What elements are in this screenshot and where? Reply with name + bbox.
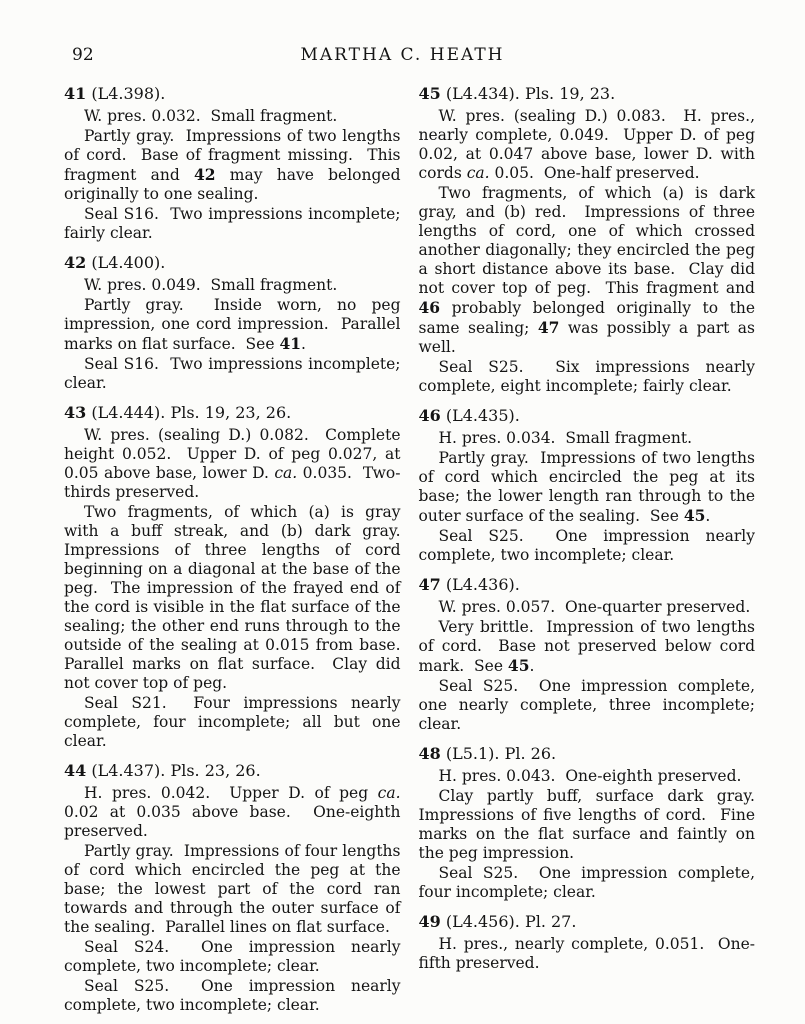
entry-heading <box>419 575 756 594</box>
text-run: . <box>705 507 711 525</box>
entry-number: 43 <box>64 403 87 422</box>
text-run: H. pres. 0.043. One-eighth preserved. <box>438 767 742 785</box>
entry-paragraph <box>418 677 760 734</box>
text-run: Seal S21. Four impressions nearly complete, four incomplete; all but one clear. <box>64 694 406 750</box>
entry-cross-ref: 46 <box>418 298 441 317</box>
entry-paragraph <box>418 527 760 565</box>
entry-heading <box>419 406 756 425</box>
entry-heading-rest: (L4.436). <box>440 575 520 594</box>
catalog-entry-41 <box>64 84 406 243</box>
entry-heading-rest: (L4.400). <box>86 253 166 272</box>
entry-paragraph <box>64 296 406 354</box>
entry-heading <box>64 403 401 422</box>
text-run: Two fragments, of which (a) is gray with a buff streak, and (b) dark gray. Impressions of three lengths of cord beginning on a diagonal at the base of the peg. The impression of the frayed end of the cord is visible in the flat surface of the sealing; the other end runs through to the outside of the sealing at 0.015 from base. Parallel marks on flat surface. Clay did not cover top of peg. <box>64 503 411 692</box>
catalog-entry-46 <box>418 406 760 565</box>
catalog-entry-44 <box>64 761 406 1015</box>
entry-paragraph <box>64 842 406 937</box>
page-header <box>0 0 805 67</box>
entry-paragraph <box>418 864 760 902</box>
entry-heading-rest: (L4.456). Pl. 27. <box>440 912 577 931</box>
text-run: 0.02 at 0.035 above base. One-eighth preserved. <box>64 784 406 840</box>
text-run: may have belonged originally to one sealing. <box>64 166 406 203</box>
text-run: W. pres. 0.057. One-quarter preserved. <box>438 598 751 616</box>
entry-number: 46 <box>418 406 441 425</box>
catalog-entry-47 <box>418 575 760 734</box>
left-column <box>64 84 411 1016</box>
entry-number: 45 <box>418 84 441 103</box>
two-column-text <box>0 84 805 1016</box>
entry-paragraph <box>418 358 760 396</box>
entry-number: 48 <box>418 744 441 763</box>
text-run: probably belonged originally to the same sealing; <box>418 299 760 337</box>
entry-heading <box>64 761 401 780</box>
text-run: Seal S25. One impression complete, one nearly complete, three incomplete; clear. <box>418 677 760 733</box>
entry-heading-rest: (L4.434). Pls. 19, 23. <box>440 84 616 103</box>
text-run: Seal S25. Six impressions nearly complete, eight incomplete; fairly clear. <box>418 358 760 395</box>
entry-paragraph <box>64 503 411 693</box>
entry-number: 47 <box>418 575 441 594</box>
entry-paragraph <box>419 598 756 617</box>
text-run: W. pres. (sealing D.) 0.082. Complete height 0.052. Upper D. of peg 0.027, at 0.05 above base, lower D. <box>64 426 406 482</box>
text-run: Very brittle. Impression of two lengths of cord. Base not preserved below cord mark. See <box>418 618 760 675</box>
text-run: Seal S24. One impression nearly complete, two incomplete; clear. <box>64 938 406 975</box>
entry-cross-ref: 47 <box>537 318 560 337</box>
entry-paragraph <box>64 784 406 841</box>
text-run: Two fragments, of which (a) is dark gray, and (b) red. Impressions of three lengths of cord, one of which crossed another diagonally; they encircled the peg a short distance above its base. Clay did not cover top of peg. This fragment and <box>418 184 760 297</box>
page-number: 92 <box>72 45 94 65</box>
entry-paragraph <box>419 935 756 973</box>
entry-paragraph <box>419 767 756 786</box>
entry-paragraph <box>64 355 406 393</box>
entry-heading <box>64 84 401 103</box>
entry-paragraph <box>418 618 760 676</box>
text-run: W. pres. 0.049. Small fragment. <box>84 276 338 294</box>
entry-paragraph <box>64 694 406 751</box>
running-title: MARTHA C. HEATH <box>300 45 505 65</box>
entry-paragraph <box>418 787 765 863</box>
entry-paragraph <box>418 107 760 183</box>
catalog-entry-48 <box>418 744 765 902</box>
entry-paragraph <box>419 429 756 448</box>
entry-heading <box>419 84 756 103</box>
text-run: . <box>301 335 306 353</box>
entry-paragraph <box>64 938 406 976</box>
catalog-entry-45 <box>418 84 760 396</box>
text-run: Seal S25. One impression nearly complete, two incomplete; clear. <box>418 527 760 564</box>
entry-paragraph <box>64 977 406 1015</box>
entry-heading-rest: (L4.437). Pls. 23, 26. <box>86 761 261 780</box>
italic-run: ca. <box>274 464 298 482</box>
entry-heading-rest: (L4.435). <box>440 406 520 425</box>
text-run: Partly gray. Impressions of four lengths of cord which encircled the peg at the base; the lowest part of the cord ran towards and through the outer surface of the sealing. Parallel lines on flat surface. <box>64 842 406 936</box>
text-run: W. pres. 0.032. Small fragment. <box>84 107 338 125</box>
entry-number: 42 <box>64 253 87 272</box>
text-run: . <box>529 657 535 675</box>
text-run: Partly gray. Impressions of two lengths of cord which encircled the peg at its base; the lower length ran through to the outer surface of the sealing. See <box>418 449 760 525</box>
entry-paragraph <box>418 449 760 526</box>
entry-number: 49 <box>418 912 441 931</box>
text-run: W. pres. (sealing D.) 0.083. H. pres., nearly complete, 0.049. Upper D. of peg 0.02, at 0.047 above base, lower D. with cords <box>418 107 760 182</box>
entry-heading-rest: (L5.1). Pl. 26. <box>440 744 557 763</box>
text-run: Seal S25. One impression nearly complete, two incomplete; clear. <box>64 977 406 1014</box>
text-run: Partly gray. Impressions of two lengths of cord. Base of fragment missing. This fragment and <box>64 127 406 184</box>
entry-paragraph <box>64 127 406 204</box>
text-run: 0.035. Two-thirds preserved. <box>64 464 401 501</box>
catalog-entry-43 <box>64 403 411 751</box>
text-run: Partly gray. Inside worn, no peg impression, one cord impression. Parallel marks on flat surface. See <box>64 296 406 353</box>
entry-heading <box>419 744 756 763</box>
entry-paragraph <box>64 107 401 126</box>
italic-run: ca. <box>377 784 401 802</box>
entry-cross-ref: 42 <box>194 165 216 184</box>
entry-heading <box>419 912 756 931</box>
text-run: H. pres. 0.034. Small fragment. <box>438 429 693 447</box>
entry-number: 44 <box>64 761 87 780</box>
entry-paragraph <box>64 205 406 243</box>
text-run: 0.05. One-half preserved. <box>489 164 700 182</box>
entry-paragraph <box>64 426 406 502</box>
italic-run: ca. <box>466 164 490 182</box>
entry-heading <box>64 253 401 272</box>
text-run: H. pres. 0.042. Upper D. of peg <box>84 784 378 802</box>
catalog-entry-42 <box>64 253 406 393</box>
text-run: Seal S16. Two impressions incomplete; clear. <box>64 355 406 392</box>
entry-cross-ref: 45 <box>507 656 530 675</box>
entry-number: 41 <box>64 84 87 103</box>
text-run: Seal S25. One impression complete, four incomplete; clear. <box>418 864 760 901</box>
entry-cross-ref: 41 <box>279 334 302 353</box>
text-run: Seal S16. Two impressions incomplete; fairly clear. <box>64 205 406 242</box>
entry-heading-rest: (L4.398). <box>86 84 166 103</box>
entry-heading-rest: (L4.444). Pls. 19, 23, 26. <box>86 403 292 422</box>
text-run: H. pres., nearly complete, 0.051. One-fifth preserved. <box>418 935 755 972</box>
entry-cross-ref: 45 <box>683 506 706 525</box>
entry-paragraph <box>418 184 760 357</box>
right-column <box>418 84 765 1016</box>
catalog-entry-49 <box>419 912 756 973</box>
text-run: Clay partly buff, surface dark gray. Impressions of five lengths of cord. Fine marks on the flat surface and faintly on the peg impression. <box>418 787 765 862</box>
text-run: was possibly a part as well. <box>418 319 760 356</box>
entry-paragraph <box>64 276 401 295</box>
